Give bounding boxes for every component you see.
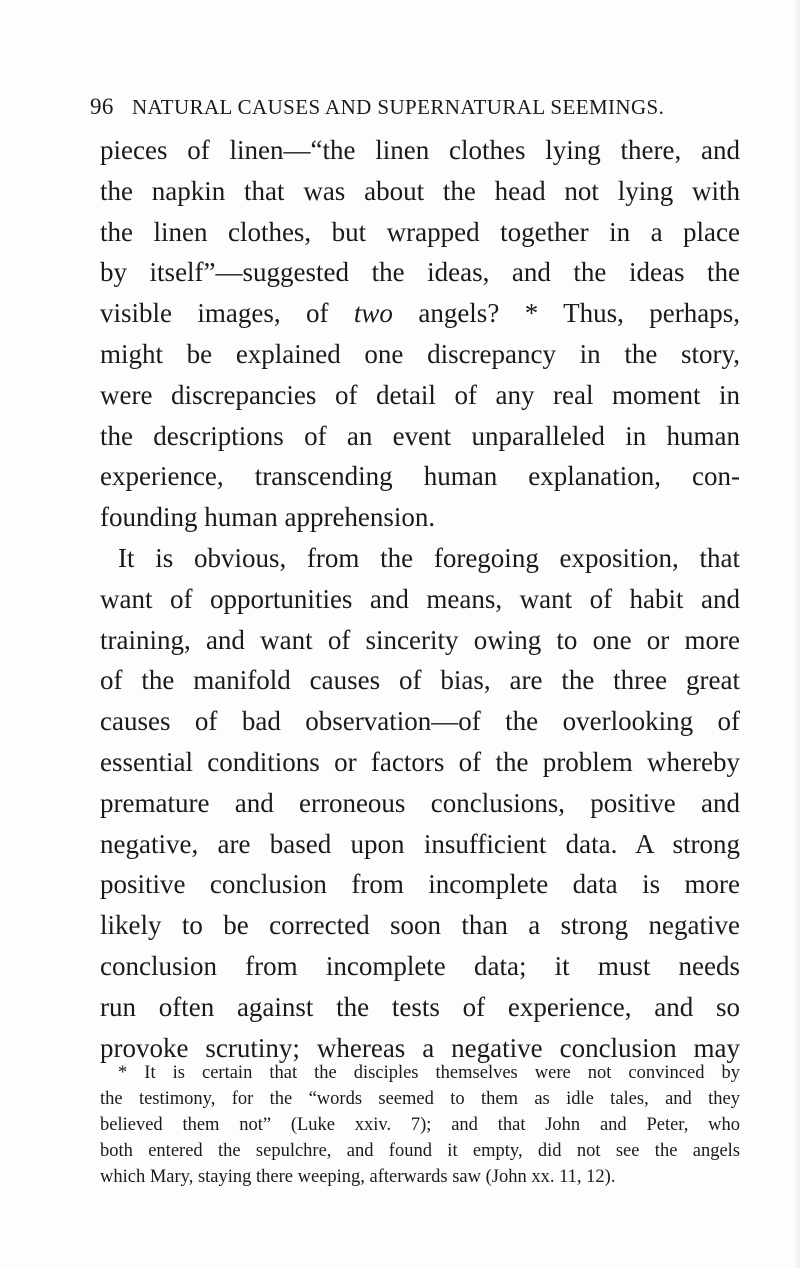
- italic-word: two: [353, 298, 393, 329]
- text-line: of the manifold causes of bias, are the three great: [100, 665, 740, 696]
- footnote-line: which Mary, staying there weeping, afterwards saw (John xx. 11, 12).: [100, 1167, 616, 1187]
- text-line: might be explained one discrepancy in the story,: [100, 338, 740, 369]
- paragraph-end-line: founding human apprehension.: [100, 502, 436, 533]
- running-title: NATURAL CAUSES AND SUPERNATURAL SEEMINGS.: [131, 95, 665, 119]
- text-line: run often against the tests of experience, and so: [100, 991, 740, 1022]
- footnote-line: the testimony, for the “words seemed to them as idle tales, and they: [100, 1089, 740, 1109]
- page-edge-shadow: [792, 0, 800, 1268]
- text-line: provoke scrutiny; whereas a negative conclusion may: [100, 1032, 740, 1063]
- text-line: the descriptions of an event unparalleled in human: [100, 420, 740, 451]
- text-line: the napkin that was about the head not lying with: [100, 175, 740, 206]
- paragraph-start-line: It is obvious, from the foregoing exposition, that: [118, 542, 740, 573]
- text-line: experience, transcending human explanation, con-: [100, 461, 740, 492]
- text-line: conclusion from incomplete data; it must needs: [100, 950, 740, 981]
- text-line: positive conclusion from incomplete data is more: [100, 869, 740, 900]
- text-line: the linen clothes, but wrapped together in a place: [100, 216, 740, 247]
- page-number: 96: [90, 94, 114, 119]
- footnote-line: believed them not” (Luke xxiv. 7); and that John and Peter, who: [100, 1115, 740, 1135]
- text-segment: visible images, of: [100, 298, 354, 329]
- text-line: essential conditions or factors of the problem whereby: [100, 746, 740, 777]
- running-head: [90, 94, 740, 120]
- text-line: causes of bad observation—of the overlooking of: [100, 706, 740, 737]
- text-line: want of opportunities and means, want of habit and: [100, 583, 740, 614]
- text-line: likely to be corrected soon than a strong negative: [100, 910, 740, 941]
- text-line: negative, are based upon insufficient data. A strong: [100, 828, 740, 859]
- text-line: by itself”—suggested the ideas, and the ideas the: [100, 257, 740, 288]
- text-line: premature and erroneous conclusions, positive and: [100, 787, 740, 818]
- text-line: training, and want of sincerity owing to one or more: [100, 624, 740, 655]
- footnote: [100, 1060, 740, 1190]
- footnote-line: both entered the sepulchre, and found it empty, did not see the angels: [100, 1141, 740, 1161]
- text-segment: angels? * Thus, perhaps,: [392, 298, 740, 329]
- text-line: pieces of linen—“the linen clothes lying there, and: [100, 135, 740, 165]
- text-line: were discrepancies of detail of any real moment in: [100, 379, 740, 410]
- text-line-with-italic: [100, 293, 740, 334]
- footnote-line: * It is certain that the disciples themselves were not convinced by: [118, 1063, 740, 1083]
- body-text: [100, 130, 740, 1068]
